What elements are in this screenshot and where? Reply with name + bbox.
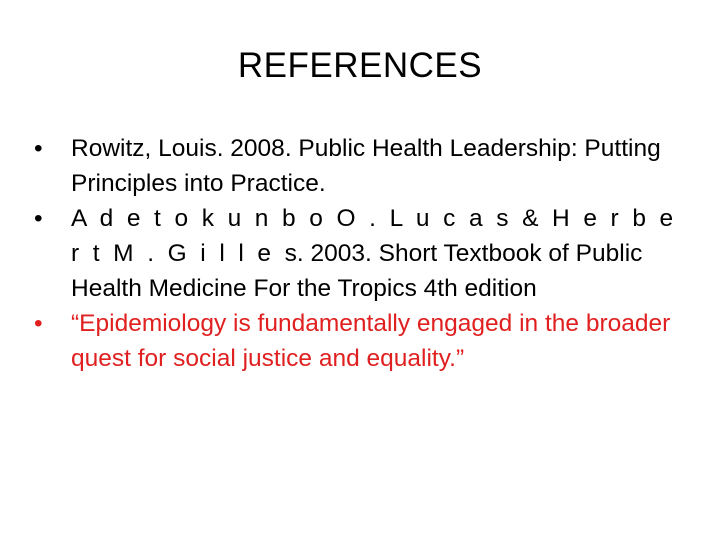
reference-item-lucas-gilles <box>34 201 694 306</box>
quote-text: “Epidemiology is fundamentally engaged in the broader quest for social justice and equality.” <box>71 310 671 372</box>
bullet-icon: • <box>34 310 43 337</box>
reference-authors: A d e t o k u n b o O . L u c a s & H e r b e r t M . G i l l e <box>71 205 677 267</box>
reference-item-rowitz <box>34 131 694 201</box>
reference-text: s. 2003. Short Textbook of Public Health Medicine For the Tropics 4th edition <box>71 240 643 302</box>
bullet-icon: • <box>34 205 43 232</box>
reference-item-quote <box>34 306 694 376</box>
reference-text: Rowitz, Louis. 2008. Public Health Leadership: Putting Principles into Practice. <box>71 135 661 197</box>
bullet-icon: • <box>34 135 43 162</box>
reference-list <box>34 131 694 376</box>
slide-title: REFERENCES <box>237 46 483 85</box>
